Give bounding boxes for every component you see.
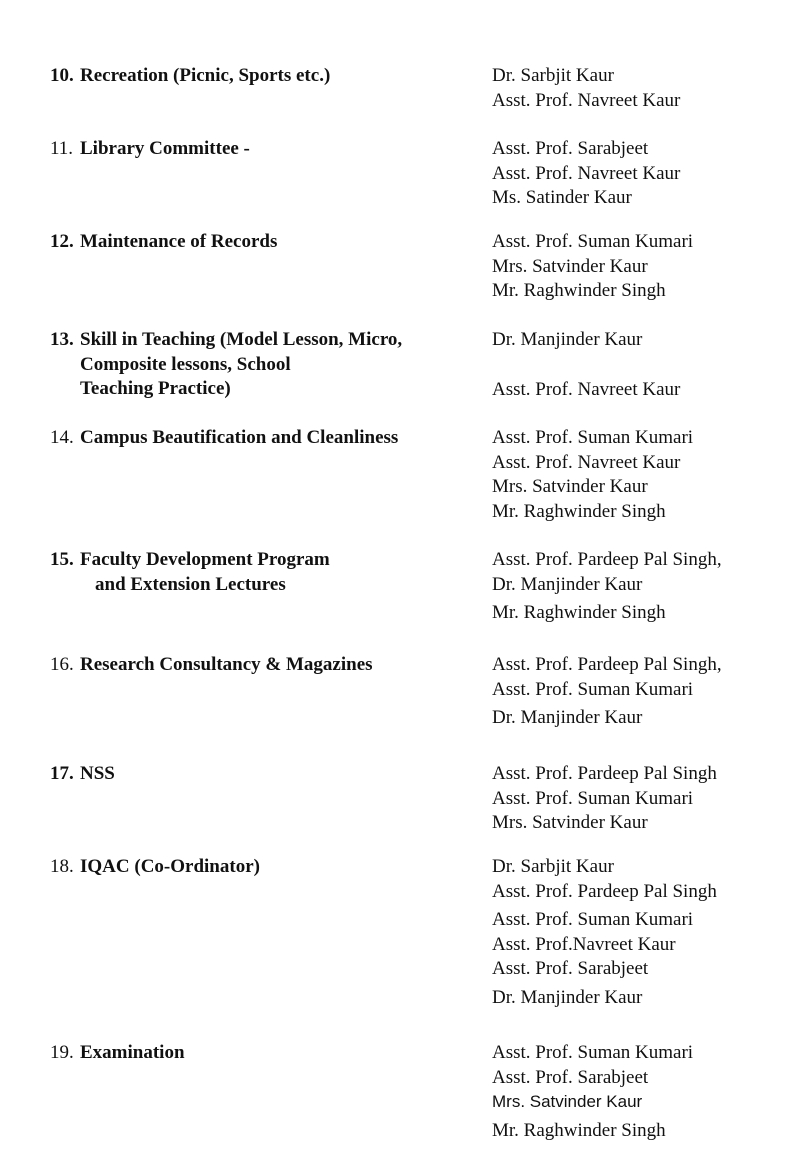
committee-title-line: Teaching Practice) <box>80 378 231 399</box>
committee-members <box>492 426 760 524</box>
committee-members <box>492 64 760 113</box>
committee-title-line: Library Committee - <box>80 138 250 159</box>
committee-item <box>50 653 760 731</box>
committee-title-line: IQAC (Co-Ordinator) <box>80 856 260 877</box>
committee-members <box>492 855 760 1010</box>
committee-members <box>492 230 760 304</box>
member-name: Asst. Prof. Suman Kumari <box>492 678 694 700</box>
member-name: Dr. Sarbjit Kaur <box>492 856 614 877</box>
committee-title-line: Campus Beautification and Cleanliness <box>80 427 399 448</box>
member-name: Asst. Prof. Suman Kumari <box>492 1042 694 1063</box>
member-name: Mr. Raghwinder Singh <box>492 1119 666 1141</box>
committee-item <box>50 762 760 836</box>
member-name: Asst. Prof. Pardeep Pal Singh <box>492 763 717 784</box>
committee-members <box>492 762 760 836</box>
committee-number: 15. <box>50 549 74 570</box>
committee-title <box>80 548 492 597</box>
member-name: Asst. Prof. Sarabjeet <box>492 958 649 979</box>
committee-members <box>492 1041 760 1143</box>
member-name: Dr. Manjinder Kaur <box>492 707 643 728</box>
committee-title-line: and Extension Lectures <box>95 573 286 595</box>
member-name: Asst. Prof. Suman Kumari <box>492 231 694 252</box>
committee-title <box>80 653 492 678</box>
committee-title <box>80 230 492 255</box>
member-name: Dr. Manjinder Kaur <box>492 986 643 1008</box>
committee-title-line: NSS <box>80 763 115 784</box>
committee-title <box>80 64 492 89</box>
committee-members <box>492 548 760 626</box>
member-name: Mrs. Satvinder Kaur <box>492 476 648 497</box>
committee-number: 10. <box>50 65 74 86</box>
member-name: Mr. Raghwinder Singh <box>492 280 666 301</box>
member-name: Asst. Prof. Sarabjeet <box>492 138 649 159</box>
committee-number: 17. <box>50 763 74 784</box>
committee-title-line: Faculty Development Program <box>80 549 330 570</box>
member-name: Mrs. Satvinder Kaur <box>492 255 648 277</box>
committee-item <box>50 64 760 113</box>
committee-title <box>80 426 492 451</box>
member-name: Asst. Prof. Suman Kumari <box>492 427 694 448</box>
member-name: Ms. Satinder Kaur <box>492 187 632 208</box>
committee-item <box>50 328 760 402</box>
committee-members <box>492 653 760 731</box>
committee-item <box>50 855 760 1010</box>
member-name: Asst. Prof. Suman Kumari <box>492 909 694 930</box>
committee-number: 12. <box>50 231 74 252</box>
committee-title-line: Composite lessons, School <box>80 353 291 375</box>
committee-number: 14. <box>50 427 74 448</box>
member-name: Asst. Prof. Sarabjeet <box>492 1066 649 1088</box>
committee-title-line: Recreation (Picnic, Sports etc.) <box>80 65 331 86</box>
committee-number: 11. <box>50 138 74 159</box>
member-name: Asst. Prof. Pardeep Pal Singh <box>492 880 717 902</box>
member-name: Dr. Manjinder Kaur <box>492 573 643 595</box>
member-name: Asst. Prof. Pardeep Pal Singh, <box>492 654 722 675</box>
member-name: Mr. Raghwinder Singh <box>492 602 666 623</box>
committee-item <box>50 426 760 524</box>
committee-number: 16. <box>50 654 74 675</box>
committee-members <box>492 137 760 211</box>
committee-item <box>50 1041 760 1143</box>
committee-title <box>80 137 492 162</box>
committee-title-line: Skill in Teaching (Model Lesson, Micro, <box>80 329 403 350</box>
member-name: Dr. Sarbjit Kaur <box>492 65 614 86</box>
committee-item <box>50 137 760 211</box>
committee-title-line: Examination <box>80 1042 185 1063</box>
committee-title-line: Maintenance of Records <box>80 231 278 252</box>
committee-title <box>80 1041 492 1066</box>
committee-title-line: Research Consultancy & Magazines <box>80 654 373 675</box>
committee-number: 19. <box>50 1042 74 1063</box>
committee-members <box>492 328 760 402</box>
committee-item <box>50 548 760 626</box>
member-name: Dr. Manjinder Kaur <box>492 329 643 350</box>
member-name: Mr. Raghwinder Singh <box>492 500 666 522</box>
member-name: Mrs. Satvinder Kaur <box>492 812 648 833</box>
committee-title <box>80 855 492 880</box>
member-name: Asst. Prof. Navreet Kaur <box>492 162 681 184</box>
member-name: Mrs. Satvinder Kaur <box>492 1092 643 1111</box>
committee-item <box>50 230 760 304</box>
member-name: Asst. Prof. Navreet Kaur <box>492 378 681 400</box>
committee-title <box>80 762 492 787</box>
member-name: Asst. Prof.Navreet Kaur <box>492 933 676 955</box>
committee-number: 18. <box>50 856 74 877</box>
committee-number: 13. <box>50 329 74 350</box>
committee-title <box>80 328 492 402</box>
member-name: Asst. Prof. Pardeep Pal Singh, <box>492 549 722 570</box>
member-name: Asst. Prof. Navreet Kaur <box>492 89 681 111</box>
member-name: Asst. Prof. Navreet Kaur <box>492 451 681 473</box>
member-name: Asst. Prof. Suman Kumari <box>492 787 694 809</box>
